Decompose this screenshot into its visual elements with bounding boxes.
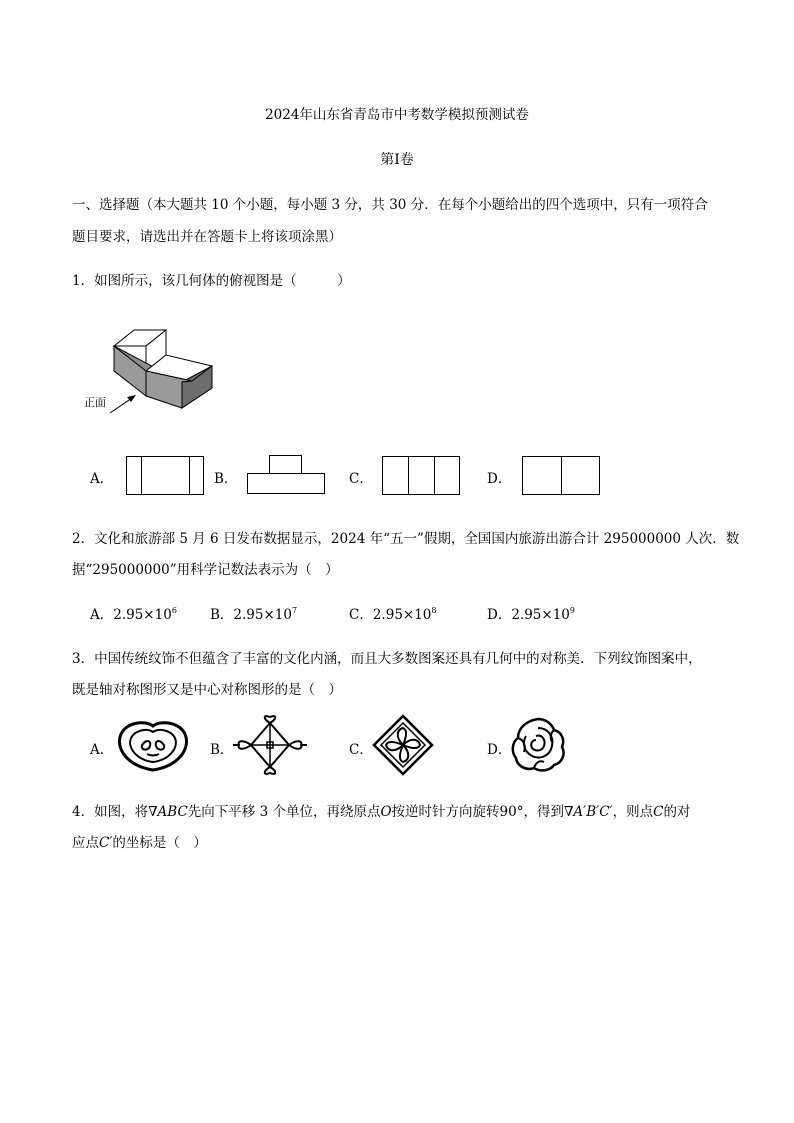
q2-option-c-value: 2.95×10 — [372, 607, 432, 623]
q3-option-a-label[interactable]: A． — [90, 742, 114, 758]
q4-text-a: 4．如图，将 — [72, 804, 149, 820]
q3-option-c-pattern — [372, 714, 434, 776]
q4-triangle-abc: ∇ABC — [148, 804, 188, 820]
q1-option-b-figure — [247, 455, 325, 495]
q1-option-c-label[interactable]: C． — [349, 471, 373, 487]
q3-option-c-label[interactable]: C． — [349, 742, 373, 758]
q2-option-a-value: 2.95×10 — [113, 607, 172, 623]
q2-option-d[interactable] — [487, 603, 575, 623]
q1-option-a-figure — [126, 456, 204, 496]
q4-triangle-abc-prime: ∇A′B′C′ — [563, 804, 613, 820]
q2-option-a-label: A． — [90, 607, 114, 623]
q3-option-d-label[interactable]: D． — [487, 742, 512, 758]
q2-line1: 2．文化和旅游部 5 月 6 日发布数据显示，2024 年“五一”假期，全国国内旅游出游合计 295000000 人次．数 — [72, 531, 740, 547]
q2-option-c-label: C． — [349, 607, 373, 623]
q4-text-c: 按逆时针方向旋转 — [391, 804, 500, 820]
q4-line1 — [72, 800, 690, 820]
q3-option-b-label[interactable]: B． — [210, 742, 234, 758]
q2-option-a-exp: 6 — [171, 606, 177, 615]
section-header-line1: 一、选择题（本大题共 10 个小题，每小题 3 分，共 30 分．在每个小题给出的四个选项中，只有一项符合 — [72, 197, 708, 213]
q1-stem: 1．如图所示，该几何体的俯视图是（ ） — [72, 273, 351, 289]
volume-label: 第I卷 — [380, 152, 414, 168]
q4-angle: 90° — [499, 804, 524, 820]
q3-line2: 既是轴对称图形又是中心对称图形的是（ ） — [72, 682, 342, 698]
q3-option-a-pattern — [117, 720, 189, 772]
q1-option-c-figure — [382, 456, 460, 496]
q4-text-f: 的对 — [663, 804, 691, 820]
q4-point-c-prime: C′ — [99, 835, 113, 851]
q1-option-d-label[interactable]: D． — [487, 471, 512, 487]
q4-text-e: ，则点 — [612, 804, 654, 820]
section-header-line2: 题目要求，请选出并在答题卡上将该项涂黑） — [72, 229, 342, 245]
q2-option-b-exp: 7 — [291, 606, 298, 615]
q1-option-b-label[interactable]: B． — [214, 471, 238, 487]
q4-line2 — [72, 831, 207, 851]
q2-option-a[interactable] — [90, 603, 177, 623]
q4-text-b: 先向下平移 3 个单位，再绕原点 — [187, 804, 381, 820]
q4-point-c: C — [653, 804, 664, 820]
q2-option-c-exp: 8 — [431, 606, 437, 615]
q1-option-a-label[interactable]: A． — [90, 471, 114, 487]
q4-text-h: 的坐标是（ ） — [112, 835, 207, 851]
q2-option-b-label: B． — [210, 607, 234, 623]
front-label: 正面 — [84, 396, 106, 409]
q4-text-g: 应点 — [72, 835, 99, 851]
q3-line1: 3．中国传统纹饰不但蕴含了丰富的文化内涵，而且大多数图案还具有几何中的对称美．下列纹饰图案中， — [72, 651, 702, 667]
q2-option-b[interactable] — [210, 603, 297, 623]
q3-option-d-pattern — [510, 716, 566, 772]
q2-option-d-exp: 9 — [569, 606, 575, 615]
q4-point-o: O — [380, 804, 392, 820]
q2-option-b-value: 2.95×10 — [233, 607, 292, 623]
q3-option-b-pattern — [233, 715, 307, 775]
q2-option-c[interactable] — [349, 603, 437, 623]
exam-title: 2024年山东省青岛市中考数学模拟预测试卷 — [265, 107, 529, 123]
q2-option-d-value: 2.95×10 — [511, 607, 570, 623]
q2-line2: 据“295000000”用科学记数法表示为（ ） — [72, 562, 339, 578]
q2-option-d-label: D． — [487, 607, 512, 623]
q4-text-d: ，得到 — [523, 804, 564, 820]
q1-option-d-figure — [522, 456, 600, 496]
